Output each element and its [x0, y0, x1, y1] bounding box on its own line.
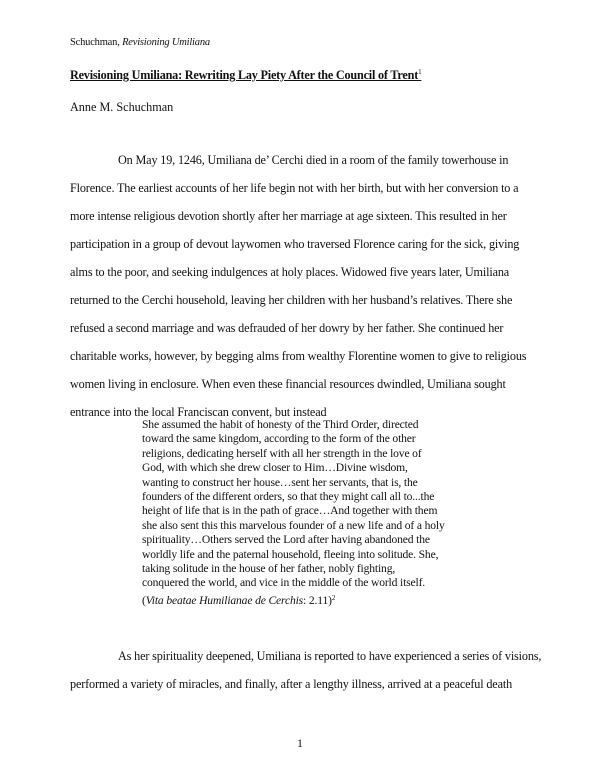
quote-line: conquered the world, and vice in the middle of the world itself.	[142, 576, 426, 590]
paragraph-2	[70, 642, 540, 698]
paragraph-line: entrance into the local Franciscan convent, but instead	[70, 405, 327, 419]
citation-reference: : 2.11)	[303, 593, 332, 607]
quote-line: taking solitude in the house of her father, nobly fighting,	[142, 562, 396, 576]
paragraph-line: performed a variety of miracles, and finally, after a lengthy illness, arrived at a peaceful death	[70, 677, 513, 691]
paragraph-1	[70, 146, 540, 426]
quote-line: wanting to construct her house…sent her servants, that is, the	[142, 475, 418, 489]
author-name: Anne M. Schuchman	[70, 100, 174, 114]
paper-title-text: Revisioning Umiliana: Rewriting Lay Piety After the Council of Trent	[70, 68, 419, 82]
paragraph-line: alms to the poor, and seeking indulgences at holy places. Widowed five years later, Umiliana	[70, 265, 510, 279]
paragraph-line: women living in enclosure. When even these financial resources dwindled, Umiliana sought	[70, 377, 506, 391]
running-head	[70, 37, 210, 48]
page-number: 1	[297, 736, 303, 750]
quote-citation	[142, 591, 482, 608]
paragraph-line: participation in a group of devout laywomen who traversed Florence caring for the sick, giving	[70, 237, 520, 251]
citation-footnote-marker: 2	[331, 593, 336, 602]
paragraph-line: On May 19, 1246, Umiliana de’ Cerchi died in a room of the family towerhouse in	[118, 153, 509, 167]
citation-work-title: Vita beatae Humilianae de Cerchis	[145, 593, 304, 607]
quote-line: religions, dedicating herself with all her strength in the love of	[142, 446, 422, 460]
block-quotation	[142, 418, 482, 608]
running-head-title: Revisioning Umiliana	[122, 37, 210, 48]
quote-line: spirituality…Others served the Lord after having abandoned the	[142, 533, 430, 547]
running-head-author: Schuchman,	[70, 37, 120, 48]
paper-title	[70, 68, 421, 83]
quote-line: worldly life and the paternal household, fleeing into solitude. She,	[142, 547, 439, 561]
paragraph-line: Florence. The earliest accounts of her life begin not with her birth, but with her conversion to a	[70, 181, 519, 195]
paragraph-line: more intense religious devotion shortly after her marriage at age sixteen. This resulted in her	[70, 209, 507, 223]
paragraph-line: returned to the Cerchi household, leaving her children with her husband’s relatives. There she	[70, 293, 513, 307]
title-footnote-marker: 1	[418, 68, 422, 76]
quote-line: she also sent this this marvelous founder of a new life and of a holy	[142, 518, 445, 532]
paragraph-line: As her spirituality deepened, Umiliana is reported to have experienced a series of visions,	[118, 649, 542, 663]
paragraph-line: charitable works, however, by begging alms from wealthy Florentine women to give to religious	[70, 349, 527, 363]
citation-open: (	[142, 593, 146, 607]
quote-line: toward the same kingdom, according to the form of the other	[142, 432, 416, 446]
quote-line: founders of the different orders, so that they might call all to...the	[142, 490, 435, 504]
paragraph-line: refused a second marriage and was defrauded of her dowry by her father. She continued her	[70, 321, 504, 335]
quote-line: God, with which she drew closer to Him…Divine wisdom,	[142, 461, 408, 475]
quote-line: height of life that is in the path of grace…And together with them	[142, 504, 438, 518]
quote-line: She assumed the habit of honesty of the Third Order, directed	[142, 418, 419, 431]
